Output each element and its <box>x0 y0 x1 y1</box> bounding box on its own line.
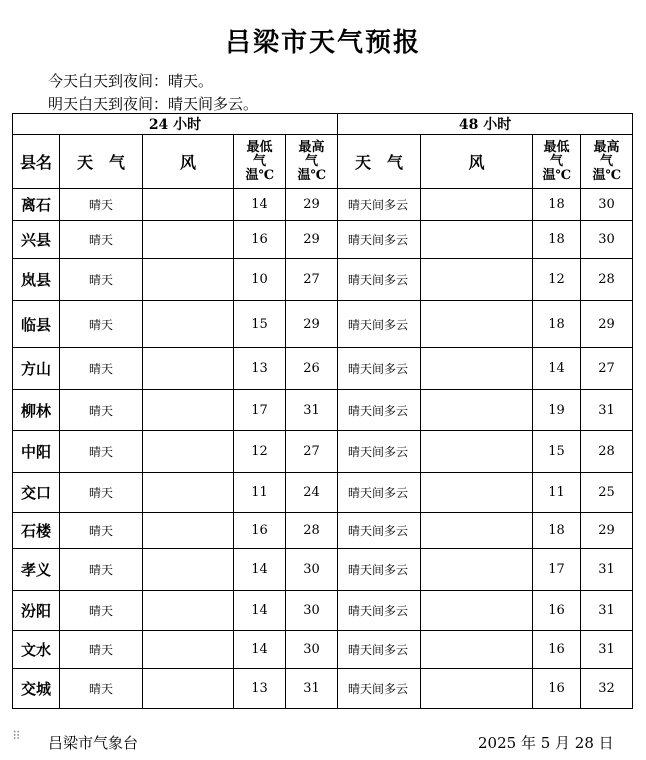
header-min-text: 最低气温℃ <box>542 139 572 183</box>
wind-24-cell <box>143 631 234 669</box>
wind-48-cell <box>421 189 533 221</box>
header-wind-24: 风 <box>143 135 234 189</box>
county-cell: 临县 <box>13 301 60 348</box>
weather-24-cell: 晴天 <box>60 513 143 549</box>
max-temp-48-cell: 27 <box>581 348 633 390</box>
min-temp-24-cell: 15 <box>234 301 286 348</box>
min-temp-24-cell: 11 <box>234 473 286 513</box>
min-temp-48-cell: 16 <box>533 631 581 669</box>
wind-48-cell <box>421 390 533 431</box>
weather-24-cell: 晴天 <box>60 259 143 301</box>
max-temp-24-cell: 27 <box>286 259 338 301</box>
header-weather-24: 天 气 <box>60 135 143 189</box>
max-temp-48-cell: 29 <box>581 513 633 549</box>
header-24h: 24 小时 <box>13 114 338 135</box>
page-title: 吕梁市天气预报 <box>224 28 421 58</box>
header-weather-48: 天 气 <box>338 135 421 189</box>
wind-48-cell <box>421 549 533 591</box>
max-temp-24-cell: 26 <box>286 348 338 390</box>
wind-48-cell <box>421 591 533 631</box>
wind-48-cell <box>421 631 533 669</box>
header-county: 县名 <box>13 135 60 189</box>
weather-48-cell: 晴天间多云 <box>338 591 421 631</box>
county-cell: 交城 <box>13 669 60 709</box>
header-max-text: 最高气温℃ <box>592 139 622 183</box>
weather-48-cell: 晴天间多云 <box>338 431 421 473</box>
max-temp-48-cell: 28 <box>581 431 633 473</box>
weather-24-cell: 晴天 <box>60 591 143 631</box>
max-temp-24-cell: 30 <box>286 631 338 669</box>
max-temp-24-cell: 29 <box>286 301 338 348</box>
weather-48-cell: 晴天间多云 <box>338 189 421 221</box>
min-temp-48-cell: 15 <box>533 431 581 473</box>
max-temp-24-cell: 27 <box>286 431 338 473</box>
wind-24-cell <box>143 390 234 431</box>
weather-24-cell: 晴天 <box>60 473 143 513</box>
footer-date: 2025 年 5 月 28 日 <box>478 734 614 752</box>
max-temp-24-cell: 31 <box>286 390 338 431</box>
min-temp-48-cell: 18 <box>533 189 581 221</box>
county-cell: 交口 <box>13 473 60 513</box>
min-temp-24-cell: 13 <box>234 348 286 390</box>
table-row <box>13 390 633 431</box>
weather-24-cell: 晴天 <box>60 221 143 259</box>
weather-24-cell: 晴天 <box>60 189 143 221</box>
min-temp-24-cell: 17 <box>234 390 286 431</box>
wind-24-cell <box>143 189 234 221</box>
tomorrow-summary: 明天白天到夜间：晴天间多云。 <box>48 95 259 113</box>
min-temp-24-cell: 10 <box>234 259 286 301</box>
weather-48-cell: 晴天间多云 <box>338 669 421 709</box>
weather-48-cell: 晴天间多云 <box>338 549 421 591</box>
min-temp-48-cell: 14 <box>533 348 581 390</box>
wind-48-cell <box>421 513 533 549</box>
max-temp-48-cell: 28 <box>581 259 633 301</box>
max-temp-48-cell: 31 <box>581 549 633 591</box>
county-cell: 柳林 <box>13 390 60 431</box>
weather-24-cell: 晴天 <box>60 631 143 669</box>
min-temp-24-cell: 14 <box>234 549 286 591</box>
header-max-48 <box>581 135 633 189</box>
county-cell: 孝义 <box>13 549 60 591</box>
table-row <box>13 549 633 591</box>
county-cell: 兴县 <box>13 221 60 259</box>
min-temp-48-cell: 11 <box>533 473 581 513</box>
today-summary: 今天白天到夜间：晴天。 <box>48 72 214 90</box>
weather-24-cell: 晴天 <box>60 301 143 348</box>
min-temp-48-cell: 18 <box>533 301 581 348</box>
wind-24-cell <box>143 259 234 301</box>
wind-48-cell <box>421 348 533 390</box>
weather-48-cell: 晴天间多云 <box>338 631 421 669</box>
min-temp-24-cell: 14 <box>234 189 286 221</box>
weather-48-cell: 晴天间多云 <box>338 513 421 549</box>
county-cell: 文水 <box>13 631 60 669</box>
table-row <box>13 591 633 631</box>
forecast-table <box>12 113 633 709</box>
min-temp-24-cell: 14 <box>234 591 286 631</box>
max-temp-24-cell: 30 <box>286 591 338 631</box>
wind-24-cell <box>143 591 234 631</box>
weather-48-cell: 晴天间多云 <box>338 390 421 431</box>
min-temp-48-cell: 17 <box>533 549 581 591</box>
table-row <box>13 301 633 348</box>
wind-24-cell <box>143 348 234 390</box>
header-min-24 <box>234 135 286 189</box>
min-temp-48-cell: 12 <box>533 259 581 301</box>
min-temp-24-cell: 14 <box>234 631 286 669</box>
weather-48-cell: 晴天间多云 <box>338 259 421 301</box>
max-temp-48-cell: 31 <box>581 591 633 631</box>
min-temp-48-cell: 19 <box>533 390 581 431</box>
wind-48-cell <box>421 669 533 709</box>
max-temp-48-cell: 30 <box>581 221 633 259</box>
county-cell: 方山 <box>13 348 60 390</box>
wind-24-cell <box>143 301 234 348</box>
weather-24-cell: 晴天 <box>60 348 143 390</box>
weather-48-cell: 晴天间多云 <box>338 348 421 390</box>
max-temp-24-cell: 29 <box>286 221 338 259</box>
weather-48-cell: 晴天间多云 <box>338 301 421 348</box>
wind-48-cell <box>421 221 533 259</box>
min-temp-24-cell: 12 <box>234 431 286 473</box>
drag-handle-icon[interactable]: ⠿ <box>12 729 21 743</box>
county-cell: 岚县 <box>13 259 60 301</box>
table-row <box>13 431 633 473</box>
table-row <box>13 189 633 221</box>
min-temp-24-cell: 16 <box>234 513 286 549</box>
max-temp-48-cell: 31 <box>581 631 633 669</box>
min-temp-24-cell: 16 <box>234 221 286 259</box>
weather-48-cell: 晴天间多云 <box>338 473 421 513</box>
wind-24-cell <box>143 431 234 473</box>
wind-48-cell <box>421 301 533 348</box>
header-max-24 <box>286 135 338 189</box>
min-temp-24-cell: 13 <box>234 669 286 709</box>
wind-48-cell <box>421 431 533 473</box>
table-row <box>13 631 633 669</box>
max-temp-24-cell: 28 <box>286 513 338 549</box>
max-temp-24-cell: 29 <box>286 189 338 221</box>
max-temp-48-cell: 30 <box>581 189 633 221</box>
weather-24-cell: 晴天 <box>60 390 143 431</box>
max-temp-24-cell: 24 <box>286 473 338 513</box>
min-temp-48-cell: 16 <box>533 669 581 709</box>
wind-24-cell <box>143 513 234 549</box>
wind-24-cell <box>143 549 234 591</box>
weather-48-cell: 晴天间多云 <box>338 221 421 259</box>
min-temp-48-cell: 18 <box>533 221 581 259</box>
county-cell: 石楼 <box>13 513 60 549</box>
max-temp-48-cell: 25 <box>581 473 633 513</box>
table-row <box>13 221 633 259</box>
header-max-text: 最高气温℃ <box>297 139 327 183</box>
header-min-48 <box>533 135 581 189</box>
county-cell: 离石 <box>13 189 60 221</box>
table-row <box>13 348 633 390</box>
max-temp-48-cell: 32 <box>581 669 633 709</box>
header-min-text: 最低气温℃ <box>245 139 275 183</box>
table-row <box>13 473 633 513</box>
table-row <box>13 513 633 549</box>
header-wind-48: 风 <box>421 135 533 189</box>
wind-24-cell <box>143 473 234 513</box>
table-row <box>13 259 633 301</box>
wind-48-cell <box>421 473 533 513</box>
max-temp-48-cell: 31 <box>581 390 633 431</box>
header-48h: 48 小时 <box>338 114 633 135</box>
weather-24-cell: 晴天 <box>60 549 143 591</box>
wind-24-cell <box>143 669 234 709</box>
county-cell: 汾阳 <box>13 591 60 631</box>
weather-24-cell: 晴天 <box>60 431 143 473</box>
max-temp-48-cell: 29 <box>581 301 633 348</box>
table-row <box>13 669 633 709</box>
county-cell: 中阳 <box>13 431 60 473</box>
min-temp-48-cell: 16 <box>533 591 581 631</box>
max-temp-24-cell: 30 <box>286 549 338 591</box>
wind-48-cell <box>421 259 533 301</box>
footer-agency: 吕梁市气象台 <box>48 734 139 752</box>
min-temp-48-cell: 18 <box>533 513 581 549</box>
weather-24-cell: 晴天 <box>60 669 143 709</box>
wind-24-cell <box>143 221 234 259</box>
max-temp-24-cell: 31 <box>286 669 338 709</box>
